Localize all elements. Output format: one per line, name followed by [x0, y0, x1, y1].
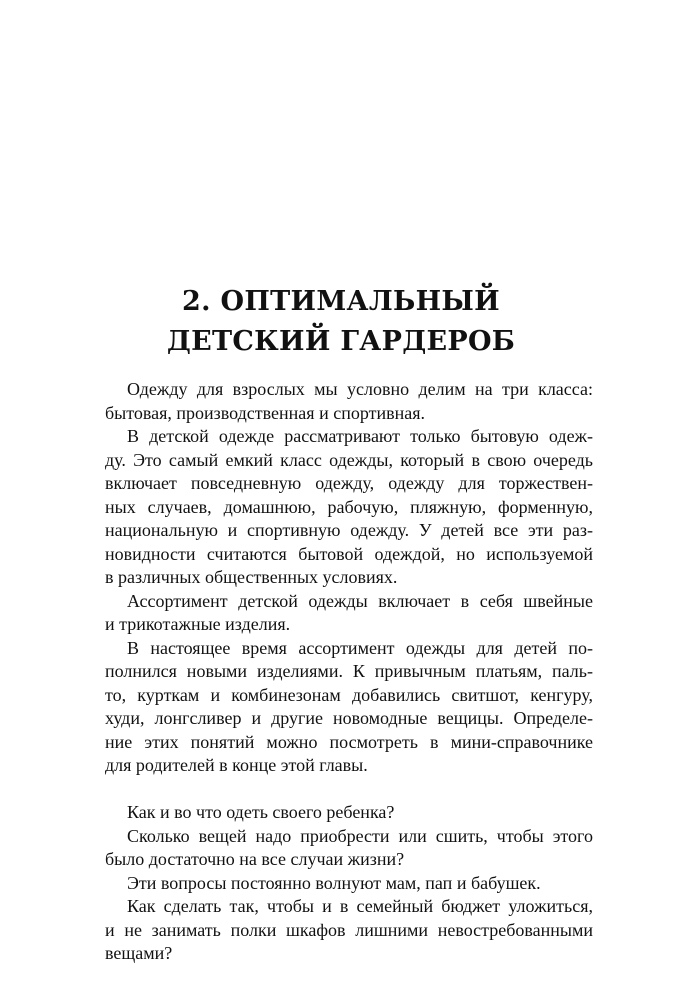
chapter-title-line-1: 2. ОПТИМАЛЬНЫЙ	[182, 286, 500, 317]
text-line: ду. Это самый емкий класс одежды, который в свою очередь	[105, 449, 593, 470]
text-line: худи, лонгсливер и другие новомодные вещицы. Определе-	[105, 708, 593, 728]
text-line: включает повседневную одежду, одежду для торжествен-	[105, 473, 593, 493]
text-line: то, курткам и комбинезонам добавились свитшот, кенгуру,	[105, 684, 593, 705]
text-line: для родителей в конце этой главы.	[105, 755, 368, 775]
text-line: Как и во что одеть своего ребенка?	[127, 802, 395, 822]
text-line: Эти вопросы постоянно волнуют мам, пап и бабушек.	[127, 872, 541, 893]
chapter-title-line-2: ДЕТСКИЙ ГАРДЕРОБ	[166, 326, 516, 357]
text-line: ние этих понятий можно посмотреть в мини-справочнике	[105, 731, 593, 752]
chapter-body	[105, 378, 593, 966]
text-line: ных случаев, домашнюю, рабочую, пляжную, форменную,	[105, 496, 593, 517]
text-line: В настоящее время ассортимент одежды для детей по-	[127, 637, 593, 658]
text-line: Сколько вещей надо приобрести или сшить, чтобы этого	[127, 825, 593, 846]
paragraph-gap	[105, 778, 593, 802]
text-line: и не занимать полки шкафов лишними невостребованными	[105, 919, 593, 940]
text-line: и трикотажные изделия.	[105, 614, 291, 634]
text-line: вещами?	[105, 943, 173, 963]
text-line: новидности считаются бытовой одеждой, но используемой	[105, 543, 593, 564]
text-line: национальную и спортивную одежду. У детей все эти раз-	[105, 520, 593, 540]
text-line: Одежду для взрослых мы условно делим на три класса:	[127, 379, 593, 399]
text-line: бытовая, производственная и спортивная.	[105, 402, 425, 423]
chapter-title	[0, 282, 682, 362]
text-line: Как сделать так, чтобы и в семейный бюджет уложиться,	[127, 896, 593, 916]
text-line: В детской одежде рассматривают только бытовую одеж-	[127, 426, 593, 446]
text-line: полнился новыми изделиями. К привычным платьям, паль-	[105, 661, 593, 681]
text-line: было достаточно на все случаи жизни?	[105, 849, 405, 869]
text-line: в различных общественных условиях.	[105, 567, 398, 587]
text-line: Ассортимент детской одежды включает в себя швейные	[127, 590, 593, 611]
